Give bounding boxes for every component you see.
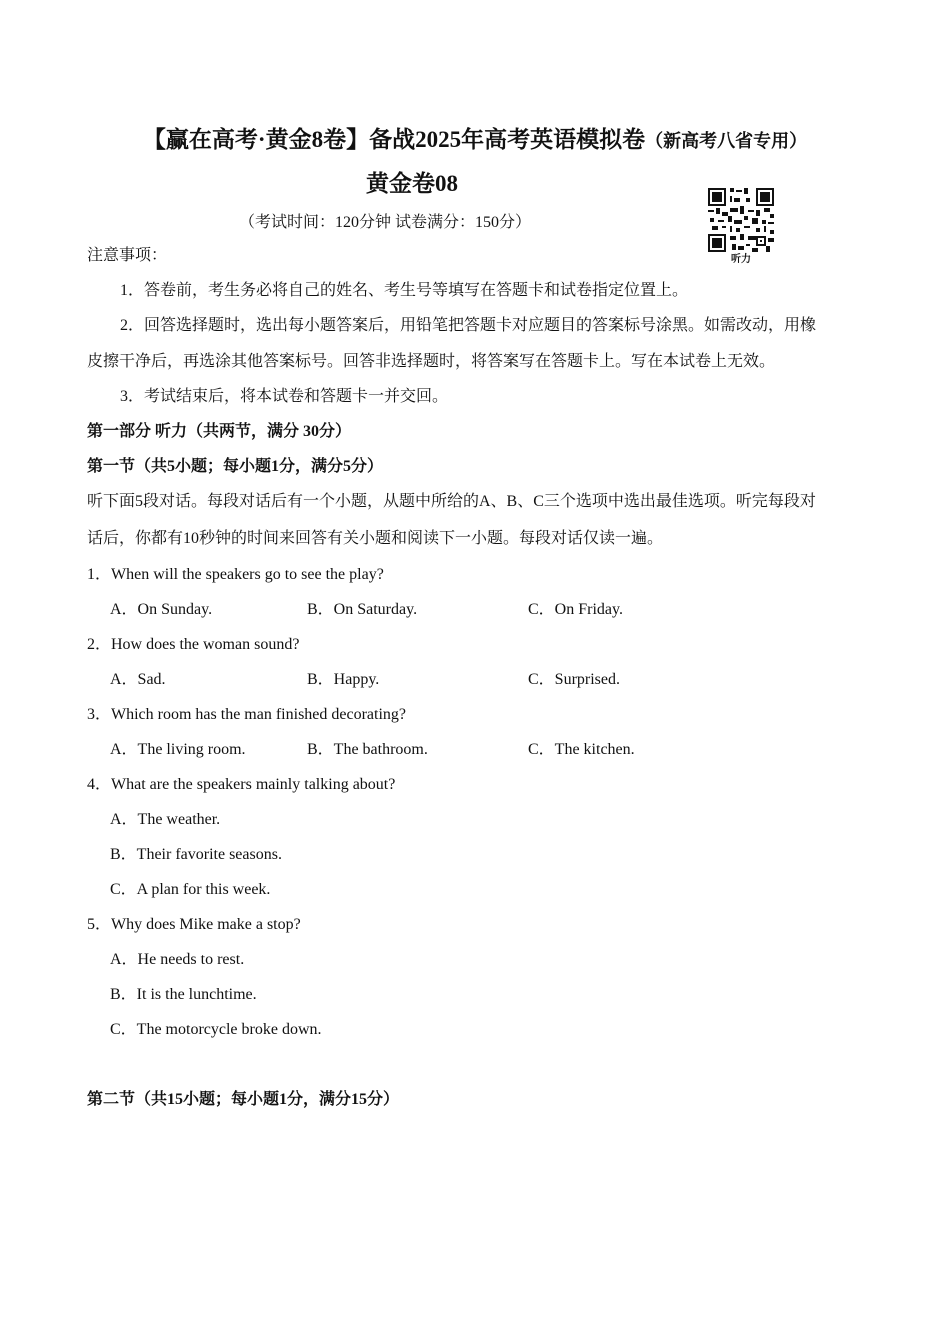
question-1-option-b: B．On Saturday. (307, 601, 418, 618)
question-2-stem: 2．How does the woman sound? (87, 636, 300, 653)
section-2-heading: 第二节（共15小题；每小题1分，满分15分） (87, 1091, 400, 1108)
instructions-line-1: 听下面5段对话。每段对话后有一个小题，从题中所给的A、B、C三个选项中选出最佳选项。听完每段对 (87, 493, 816, 510)
question-2-option-c: C．Surprised. (528, 671, 621, 688)
exam-subtitle: 黄金卷08 (366, 171, 458, 196)
notice-item-3: 3．考试结束后，将本试卷和答题卡一并交回。 (120, 388, 449, 405)
question-1-option-c: C．On Friday. (528, 601, 623, 618)
qr-code-label: 听力 (731, 254, 751, 265)
notice-heading: 注意事项： (87, 247, 168, 264)
instructions-line-2: 话后，你都有10秒钟的时间来回答有关小题和阅读下一小题。每段对话仅读一遍。 (87, 530, 664, 547)
question-4-option-c: C．A plan for this week. (110, 881, 271, 898)
question-3-option-b: B．The bathroom. (307, 741, 428, 758)
notice-item-1: 1．答卷前，考生务必将自己的姓名、考生号等填写在答题卡和试卷指定位置上。 (120, 282, 689, 299)
question-3-option-a: A．The living room. (110, 741, 246, 758)
notice-item-2-line-2: 皮擦干净后，再选涂其他答案标号。回答非选择题时，将答案写在答题卡上。写在本试卷上无效。 (87, 353, 776, 370)
question-5-option-c: C．The motorcycle broke down. (110, 1021, 322, 1038)
question-5-option-b: B．It is the lunchtime. (110, 986, 257, 1003)
question-2-option-a: A．Sad. (110, 671, 166, 688)
exam-title-note: （新高考八省专用） (645, 131, 808, 151)
section-1-heading: 第一节（共5小题；每小题1分，满分5分） (87, 458, 384, 475)
question-4-option-b: B．Their favorite seasons. (110, 846, 282, 863)
question-1-stem: 1．When will the speakers go to see the play? (87, 566, 384, 583)
notice-item-2-line-1: 2．回答选择题时，选出每小题答案后，用铅笔把答题卡对应题目的答案标号涂黑。如需改动，用橡 (120, 317, 817, 334)
exam-title (0, 124, 950, 157)
exam-info: （考试时间：120分钟 试卷满分：150分） (238, 214, 531, 231)
exam-title-main: 【赢在高考·黄金8卷】备战2025年高考英语模拟卷 (142, 127, 646, 152)
question-2-option-b: B．Happy. (307, 671, 380, 688)
question-5-stem: 5．Why does Mike make a stop? (87, 916, 301, 933)
qr-code-icon[interactable] (708, 188, 774, 252)
part-1-heading: 第一部分 听力（共两节，满分 30分） (87, 423, 352, 440)
question-4-stem: 4．What are the speakers mainly talking about? (87, 776, 396, 793)
question-3-stem: 3．Which room has the man finished decorating? (87, 706, 407, 723)
question-5-option-a: A．He needs to rest. (110, 951, 245, 968)
question-3-option-c: C．The kitchen. (528, 741, 635, 758)
question-1-option-a: A．On Sunday. (110, 601, 213, 618)
question-4-option-a: A．The weather. (110, 811, 221, 828)
